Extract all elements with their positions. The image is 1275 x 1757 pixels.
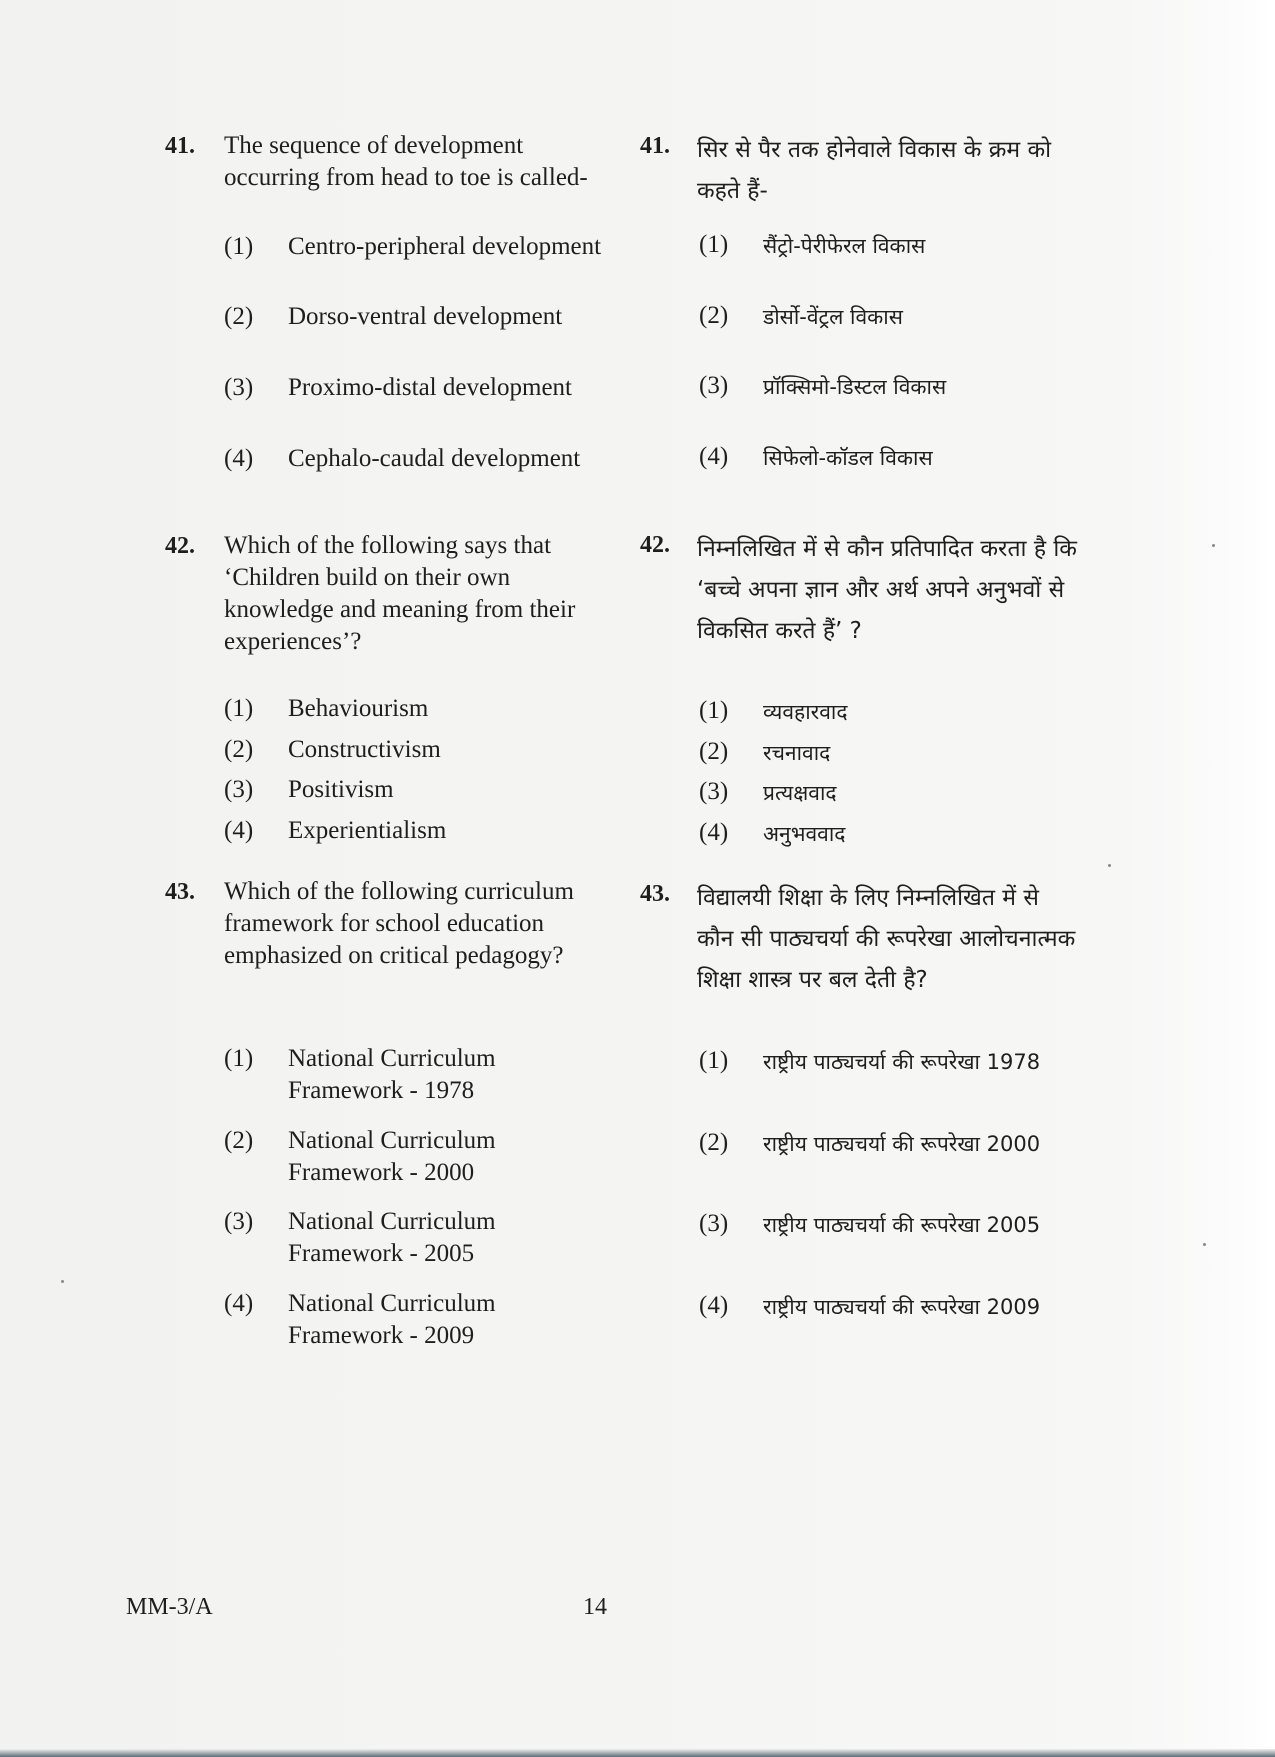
option-number: (1) [699,697,729,724]
option-text: सिफेलो-कॉडल विकास [763,446,933,470]
question-text: Which of the following says that ‘Children build on their own knowledge and meaning from their experiences’? [224,532,576,655]
question-number: 43. [165,879,195,905]
option-number: (1) [224,695,254,722]
option-number: (3) [699,778,729,805]
option-text: Centro-peripheral development [288,233,602,260]
option-number: (1) [699,1047,729,1074]
option-text: सैंट्रो-पेरीफेरल विकास [763,234,926,258]
option-text: Cephalo-caudal development [288,445,581,472]
option-number: (2) [699,302,729,329]
option-number: (3) [224,1208,254,1235]
option-text: Constructivism [288,736,441,763]
question-number: 43. [640,881,670,907]
option-text: प्रत्यक्षवाद [763,781,837,805]
option-number: (1) [699,231,729,258]
option-text: National Curriculum Framework - 2009 [288,1290,496,1349]
option-number: (4) [224,1290,254,1317]
option-number: (2) [699,1129,729,1156]
option-number: (4) [699,443,729,470]
option-number: (4) [699,819,729,846]
option-text: National Curriculum Framework - 2005 [288,1208,496,1267]
option-number: (4) [224,445,254,472]
question-text: निम्नलिखित में से कौन प्रतिपादित करता है कि ‘बच्चे अपना ज्ञान और अर्थ अपने अनुभवों से विकसित करते हैं’ ? [697,536,1077,644]
question-number: 41. [165,133,195,159]
option-text: Experientialism [288,817,447,844]
option-number: (1) [224,233,254,260]
option-number: (4) [699,1292,729,1319]
option-number: (2) [224,1127,254,1154]
question-number: 41. [640,133,670,159]
scan-speck [1212,544,1215,547]
option-text: राष्ट्रीय पाठ्यचर्या की रूपरेखा 2005 [763,1213,1041,1237]
option-text: प्रॉक्सिमो-डिस्टल विकास [763,375,947,399]
option-number: (2) [224,736,254,763]
option-text: National Curriculum Framework - 1978 [288,1045,496,1104]
page-edge-bottom [0,1749,1275,1757]
option-text: व्यवहारवाद [763,700,848,724]
option-text: National Curriculum Framework - 2000 [288,1127,496,1186]
option-number: (1) [224,1045,254,1072]
option-number: (3) [224,776,254,803]
option-text: राष्ट्रीय पाठ्यचर्या की रूपरेखा 2000 [763,1132,1041,1156]
option-text: अनुभववाद [763,822,846,846]
option-number: (3) [699,372,729,399]
question-text: Which of the following curriculum framework for school education emphasized on critical pedagogy? [224,878,574,969]
option-text: Dorso-ventral development [288,303,563,330]
scan-speck [1203,1243,1206,1246]
option-text: डोर्सो-वेंट्रल विकास [763,305,903,329]
option-number: (2) [224,303,254,330]
question-text: The sequence of development occurring from head to toe is called- [224,132,588,191]
option-text: Behaviourism [288,695,429,722]
question-text: सिर से पैर तक होनेवाले विकास के क्रम को कहते हैं- [697,137,1052,204]
option-text: राष्ट्रीय पाठ्यचर्या की रूपरेखा 1978 [763,1050,1041,1074]
paper-code: MM-3/A [126,1594,213,1620]
option-number: (3) [224,374,254,401]
option-number: (2) [699,738,729,765]
option-number: (4) [224,817,254,844]
scan-speck [1108,864,1111,867]
question-number: 42. [165,533,195,559]
option-number: (3) [699,1210,729,1237]
page-number: 14 [583,1594,607,1620]
question-number: 42. [640,532,670,558]
option-text: Proximo-distal development [288,374,572,401]
scan-speck [61,1280,64,1283]
option-text: Positivism [288,776,394,803]
option-text: राष्ट्रीय पाठ्यचर्या की रूपरेखा 2009 [763,1295,1041,1319]
page-edge-right [1253,0,1275,1757]
option-text: रचनावाद [763,741,831,765]
question-text: विद्यालयी शिक्षा के लिए निम्नलिखित में से कौन सी पाठ्यचर्या की रूपरेखा आलोचनात्मक शिक्षा शास्त्र पर बल देती है? [697,885,1076,993]
